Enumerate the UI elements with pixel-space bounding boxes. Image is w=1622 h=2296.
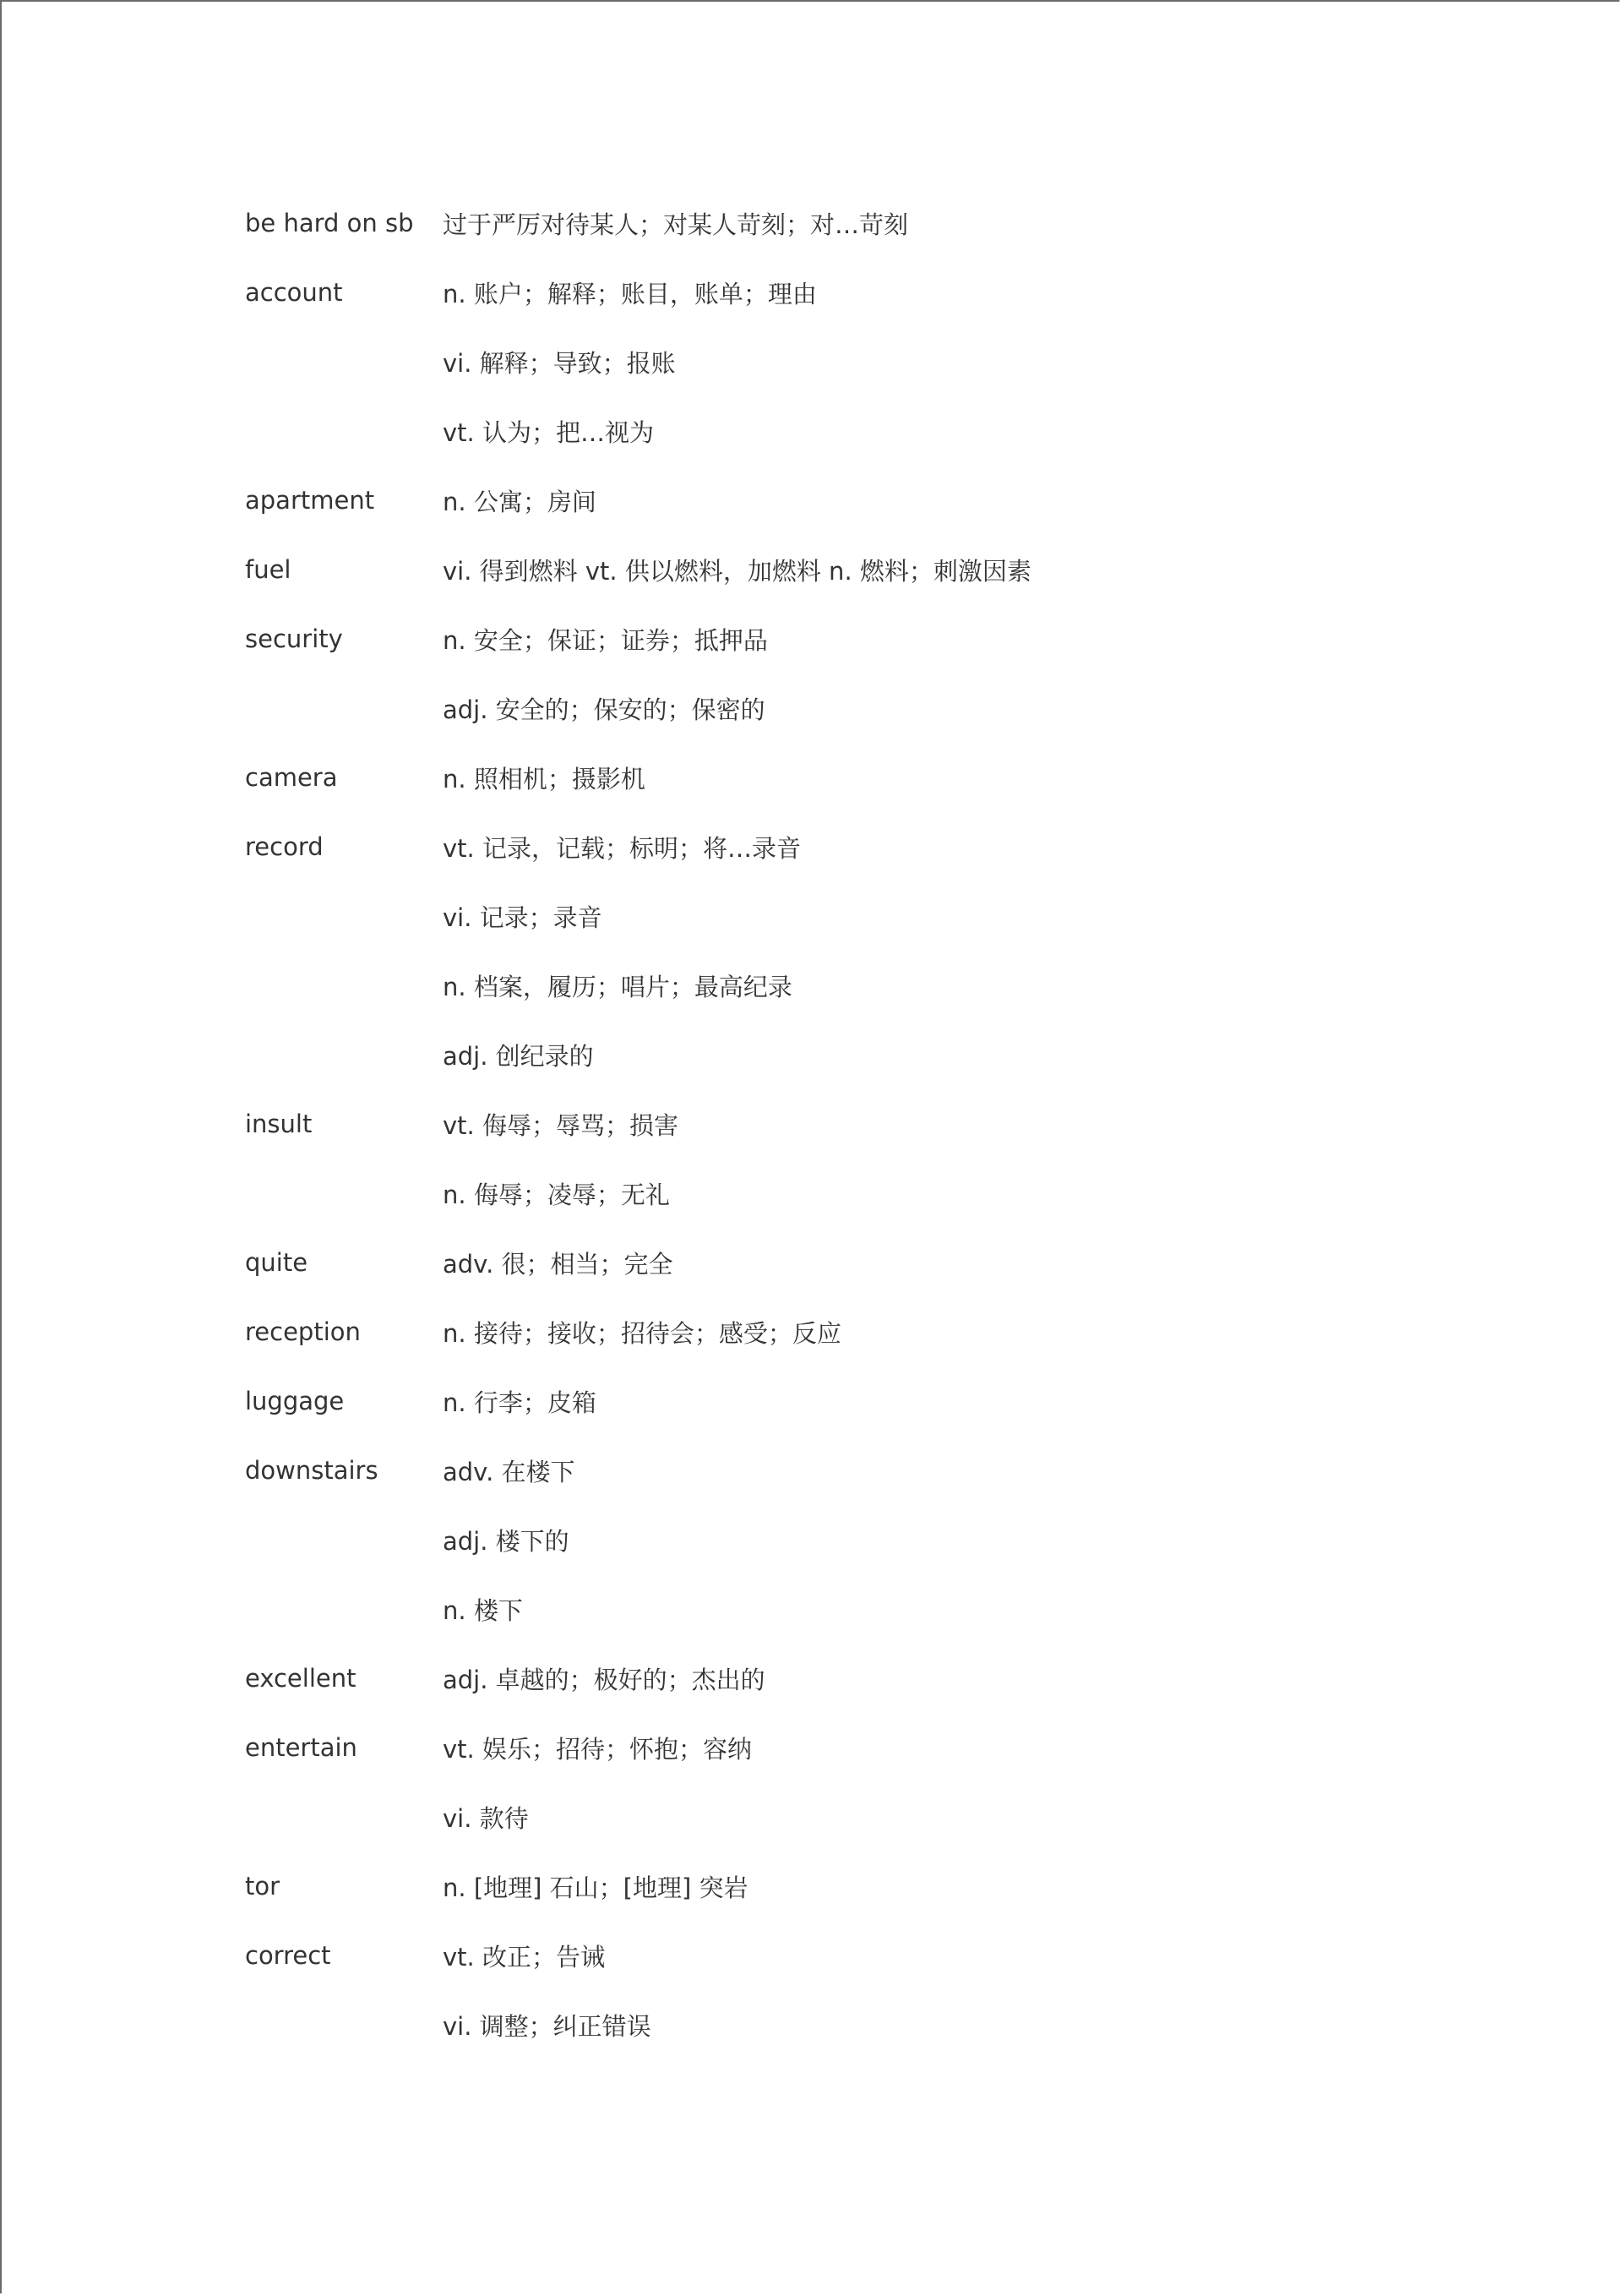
entry-definition: n. 安全；保证；证券；抵押品 xyxy=(443,625,768,655)
entry-definition: vi. 调整；纠正错误 xyxy=(443,2011,651,2041)
entry-definition: vi. 记录；录音 xyxy=(443,903,602,932)
vocab-entry xyxy=(245,1297,1512,1366)
vocab-entry xyxy=(245,1366,1512,1436)
entry-definition: 过于严厉对待某人；对某人苛刻；对…苛刻 xyxy=(443,210,909,239)
vocab-entry xyxy=(245,604,1512,674)
entry-word: excellent xyxy=(245,1664,357,1693)
entry-definition: n. [地理] 石山；[地理] 突岩 xyxy=(443,1873,748,1902)
entry-definition: vt. 娱乐；招待；怀抱；容纳 xyxy=(443,1734,752,1764)
entry-word: reception xyxy=(245,1317,361,1346)
entry-definition: n. 账户；解释；账目，账单；理由 xyxy=(443,279,817,308)
vocab-entry xyxy=(245,1436,1512,1505)
vocab-entry xyxy=(245,743,1512,812)
vocab-entry xyxy=(245,1990,1512,2059)
vocab-entry xyxy=(245,812,1512,881)
entry-definition: vt. 改正；告诫 xyxy=(443,1942,605,1972)
vocab-entry xyxy=(245,327,1512,396)
entry-word: account xyxy=(245,278,343,307)
entry-word: downstairs xyxy=(245,1456,378,1485)
vocab-entry xyxy=(245,881,1512,951)
entry-definition: adv. 在楼下 xyxy=(443,1457,575,1486)
entry-word: tor xyxy=(245,1872,280,1901)
entry-definition: n. 公寓；房间 xyxy=(443,487,596,516)
vocab-entry xyxy=(245,396,1512,466)
entry-definition: n. 档案，履历；唱片；最高纪录 xyxy=(443,972,792,1001)
vocabulary-list xyxy=(245,188,1512,2059)
vocab-entry xyxy=(245,1228,1512,1297)
entry-definition: vi. 款待 xyxy=(443,1803,529,1833)
entry-definition: vt. 认为；把…视为 xyxy=(443,417,654,447)
entry-word: fuel xyxy=(245,555,291,584)
entry-word: entertain xyxy=(245,1733,357,1762)
entry-definition: n. 楼下 xyxy=(443,1595,523,1625)
vocab-entry xyxy=(245,1644,1512,1713)
entry-definition: adv. 很；相当；完全 xyxy=(443,1249,673,1279)
vocab-entry xyxy=(245,1713,1512,1782)
entry-word: correct xyxy=(245,1941,331,1970)
vocab-entry xyxy=(245,466,1512,535)
vocab-entry xyxy=(245,1921,1512,1990)
entry-word: record xyxy=(245,832,324,861)
entry-word: luggage xyxy=(245,1387,345,1415)
vocab-entry xyxy=(245,1505,1512,1574)
entry-word: insult xyxy=(245,1110,313,1138)
entry-definition: vi. 得到燃料 vt. 供以燃料，加燃料 n. 燃料；刺激因素 xyxy=(443,556,1031,586)
entry-word: apartment xyxy=(245,486,375,515)
vocab-entry xyxy=(245,951,1512,1020)
vocab-entry xyxy=(245,1574,1512,1644)
vocab-entry xyxy=(245,1782,1512,1852)
vocab-entry xyxy=(245,674,1512,743)
entry-definition: adj. 卓越的；极好的；杰出的 xyxy=(443,1665,765,1694)
entry-word: quite xyxy=(245,1248,308,1277)
vocab-entry xyxy=(245,1020,1512,1089)
entry-definition: vt. 侮辱；辱骂；损害 xyxy=(443,1110,678,1140)
entry-definition: vi. 解释；导致；报账 xyxy=(443,348,676,378)
entry-definition: adj. 楼下的 xyxy=(443,1526,569,1556)
vocab-entry xyxy=(245,1089,1512,1159)
entry-word: camera xyxy=(245,763,338,792)
entry-definition: adj. 创纪录的 xyxy=(443,1041,594,1071)
entry-word: be hard on sb xyxy=(245,209,414,237)
vocab-entry xyxy=(245,1852,1512,1921)
vocab-entry xyxy=(245,258,1512,327)
entry-definition: n. 行李；皮箱 xyxy=(443,1388,596,1417)
entry-definition: n. 照相机；摄影机 xyxy=(443,764,645,794)
entry-definition: n. 接待；接收；招待会；感受；反应 xyxy=(443,1318,841,1348)
entry-definition: n. 侮辱；凌辱；无礼 xyxy=(443,1180,670,1209)
vocab-entry xyxy=(245,1159,1512,1228)
entry-definition: vt. 记录，记载；标明；将…录音 xyxy=(443,833,801,863)
vocab-entry xyxy=(245,535,1512,604)
entry-word: security xyxy=(245,624,343,653)
entry-definition: adj. 安全的；保安的；保密的 xyxy=(443,695,765,724)
vocab-entry xyxy=(245,188,1512,258)
